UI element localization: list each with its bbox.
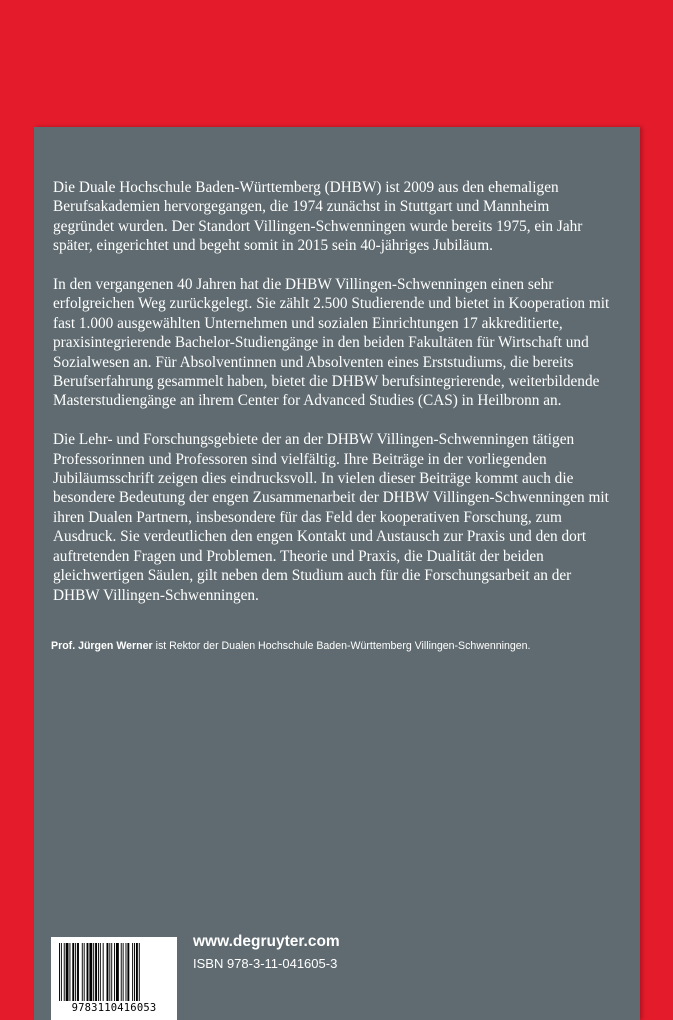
barcode-bar bbox=[126, 943, 127, 1001]
blurb-paragraph-3: Die Lehr- und Forschungsgebiete der an der DHBW Villingen-Schwenningen tätigen Professorinnen und Professoren sind vielfältig. Ihre Beiträge in der vorliegenden Jubiläumsschrift zeigen dies eindrucksvoll. In vielen dieser Beiträge kommt auch die besondere Bedeutung der engen Zusammenarbeit der DHBW Villingen-Schwenningen mit ihren Dualen Partnern, insbesondere für das Feld der kooperativen Forschung, zum Ausdruck. Sie verdeutlichen den engen Kontakt und Austausch zur Praxis und den dort auftretenden Fragen und Problemen. Theorie und Praxis, die Dualität der beiden gleichwertigen Säulen, gilt neben dem Studium auch für die Forschungsarbeit an der DHBW Villingen-Schwenningen. bbox=[53, 431, 609, 604]
barcode-bar bbox=[89, 943, 92, 1001]
barcode-bar bbox=[61, 943, 62, 1001]
barcode-bar bbox=[77, 943, 79, 1001]
barcode-bar bbox=[107, 943, 109, 1001]
barcode-bar bbox=[134, 943, 135, 1001]
barcode-bar bbox=[123, 943, 124, 1001]
barcode-bar bbox=[98, 943, 99, 1001]
barcode-bar bbox=[59, 943, 60, 1001]
barcode-bar bbox=[93, 943, 94, 1001]
barcode-bar bbox=[87, 943, 89, 1001]
barcode-bar bbox=[103, 943, 104, 1001]
author-description: ist Rektor der Dualen Hochschule Baden-Württemberg Villingen-Schwenningen. bbox=[152, 640, 531, 652]
barcode-bar bbox=[84, 943, 85, 1001]
author-name: Prof. Jürgen Werner bbox=[51, 640, 153, 652]
barcode bbox=[51, 937, 177, 1020]
blurb-paragraph-1: Die Duale Hochschule Baden-Württemberg (DHBW) ist 2009 aus den ehemaligen Berufsakademien hervorgegangen, die 1974 zunächst in Stuttgart und Mannheim gegründet wurden. Der Standort Villingen-Schwenningen wurde bereits 1975, ein Jahr später, eingerichtet und begeht somit in 2015 sein 40-jähriges Jubiläum. bbox=[53, 179, 583, 255]
barcode-bar bbox=[64, 943, 65, 1001]
barcode-bar bbox=[111, 943, 112, 1001]
barcode-bar bbox=[121, 943, 122, 1001]
barcode-bars bbox=[51, 937, 177, 1003]
author-note bbox=[51, 639, 631, 653]
barcode-bar bbox=[69, 943, 70, 1001]
barcode-bar bbox=[95, 943, 97, 1001]
barcode-number: 9783110416053 bbox=[71, 1002, 157, 1014]
barcode-bar bbox=[136, 943, 138, 1001]
barcode-bar bbox=[72, 943, 74, 1001]
barcode-bar bbox=[75, 943, 76, 1001]
barcode-bar bbox=[116, 943, 119, 1001]
barcode-bar bbox=[127, 943, 129, 1001]
barcode-bar bbox=[100, 943, 101, 1001]
barcode-bar bbox=[109, 943, 110, 1001]
isbn: ISBN 978-3-11-041605-3 bbox=[193, 956, 338, 971]
barcode-bar bbox=[139, 943, 140, 1001]
publisher-website[interactable]: www.degruyter.com bbox=[193, 933, 340, 950]
blurb bbox=[53, 178, 613, 624]
blurb-paragraph-2: In den vergangenen 40 Jahren hat die DHBW Villingen-Schwenningen einen sehr erfolgreichen Weg zurückgelegt. Sie zählt 2.500 Studierende und bietet in Kooperation mit fast 1.000 ausgewählten Unternehmen und sozialen Einrichtungen 17 akkreditierte, praxisintegrierende Bachelor-Studiengänge in den beiden Fakultäten für Wirtschaft und Sozialwesen an. Für Absolventinnen und Absolventen eines Erststudiums, die bereits Berufserfahrung gesammelt haben, bietet die DHBW berufsintegrierende, weiterbildende Masterstudiengänge an ihrem Center for Advanced Studies (CAS) in Heilbronn an. bbox=[53, 276, 610, 410]
cover-panel bbox=[34, 127, 640, 1020]
barcode-bar bbox=[114, 943, 115, 1001]
barcode-bar bbox=[132, 943, 133, 1001]
barcode-bar bbox=[66, 943, 69, 1001]
barcode-bar bbox=[82, 943, 83, 1001]
